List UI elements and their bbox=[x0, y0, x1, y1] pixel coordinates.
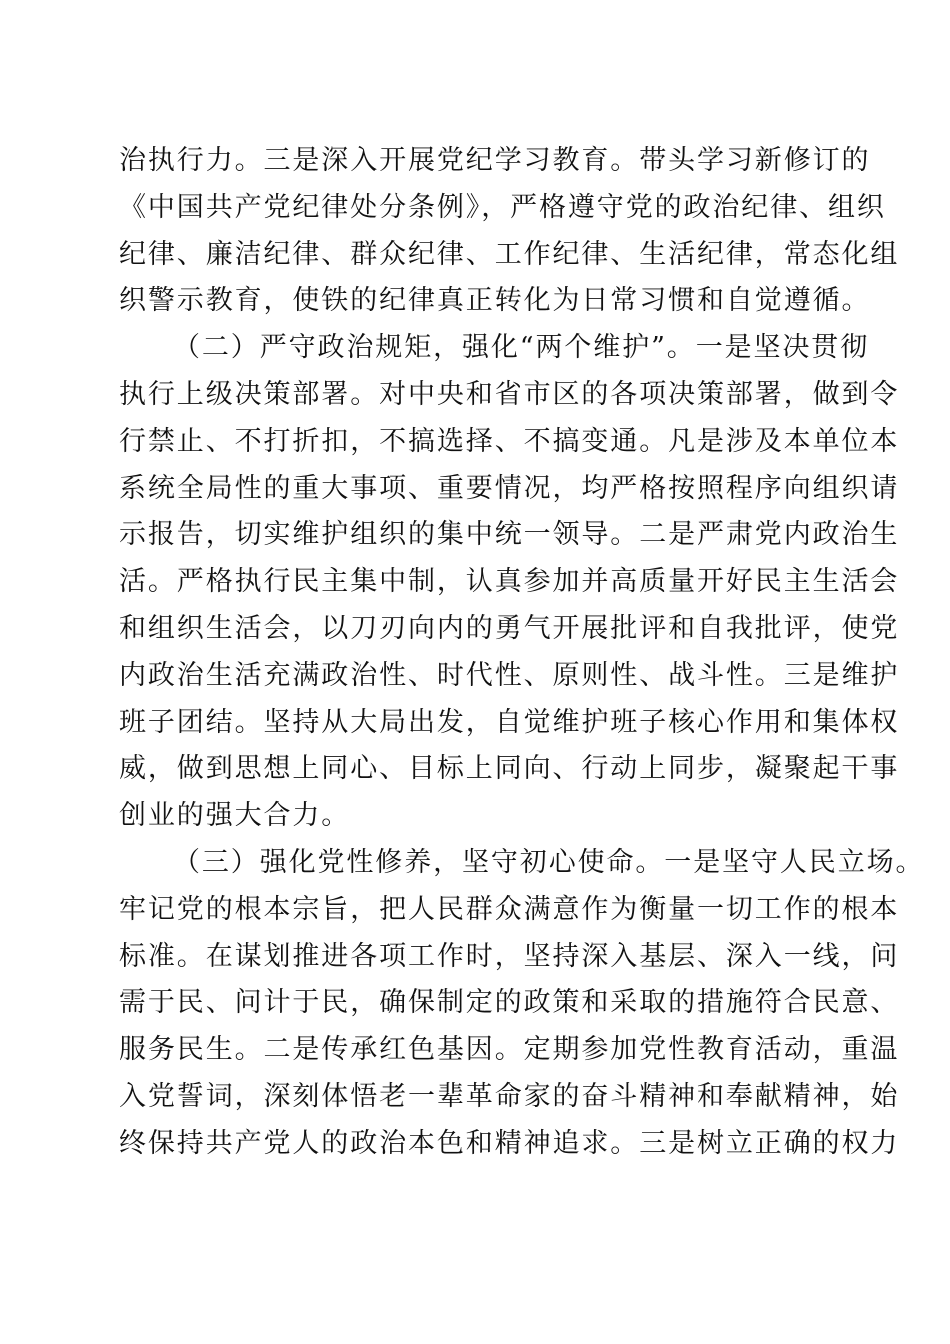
body-text bbox=[119, 138, 925, 1168]
text-line: 终保持共产党人的政治本色和精神追求。三是树立正确的权力 bbox=[119, 1127, 900, 1159]
text-line: 入党誓词，深刻体悟老一辈革命家的奋斗精神和奉献精神，始 bbox=[119, 1080, 900, 1112]
text-line: 执行上级决策部署。对中央和省市区的各项决策部署，做到令 bbox=[119, 378, 900, 410]
text-line: 系统全局性的重大事项、重要情况，均严格按照程序向组织请 bbox=[119, 472, 900, 504]
text-line: 纪律、廉洁纪律、群众纪律、工作纪律、生活纪律，常态化组 bbox=[119, 238, 900, 270]
text-line: 《中国共产党纪律处分条例》，严格遵守党的政治纪律、组织 bbox=[119, 191, 886, 223]
text-line: 班子团结。坚持从大局出发，自觉维护班子核心作用和集体权 bbox=[119, 706, 900, 738]
text-line: 和组织生活会，以刀刃向内的勇气开展批评和自我批评，使党 bbox=[119, 612, 900, 644]
section-heading-line: （三）强化党性修养，坚守初心使命。一是坚守人民立场。 bbox=[173, 846, 925, 878]
text-line: 内政治生活充满政治性、时代性、原则性、战斗性。三是维护 bbox=[119, 659, 900, 691]
text-line: 需于民、问计于民，确保制定的政策和采取的措施符合民意、 bbox=[119, 987, 900, 1019]
text-line: 服务民生。二是传承红色基因。定期参加党性教育活动，重温 bbox=[119, 1034, 900, 1066]
text-line: 标准。在谋划推进各项工作时，坚持深入基层、深入一线，问 bbox=[119, 940, 900, 972]
text-line: 织警示教育，使铁的纪律真正转化为日常习惯和自觉遵循。 bbox=[119, 285, 871, 317]
text-line: 行禁止、不打折扣，不搞选择、不搞变通。凡是涉及本单位本 bbox=[119, 425, 900, 457]
text-line: 牢记党的根本宗旨，把人民群众满意作为衡量一切工作的根本 bbox=[119, 893, 900, 925]
section-heading-line: （二）严守政治规矩，强化“两个维护”。一是坚决贯彻 bbox=[173, 332, 870, 364]
text-line: 威，做到思想上同心、目标上同向、行动上同步，凝聚起干事 bbox=[119, 753, 900, 785]
text-line: 示报告，切实维护组织的集中统一领导。二是严肃党内政治生 bbox=[119, 519, 900, 551]
text-line: 活。严格执行民主集中制，认真参加并高质量开好民主生活会 bbox=[119, 566, 900, 598]
text-line: 创业的强大合力。 bbox=[119, 800, 351, 832]
text-line: 治执行力。三是深入开展党纪学习教育。带头学习新修订的 bbox=[119, 145, 871, 176]
